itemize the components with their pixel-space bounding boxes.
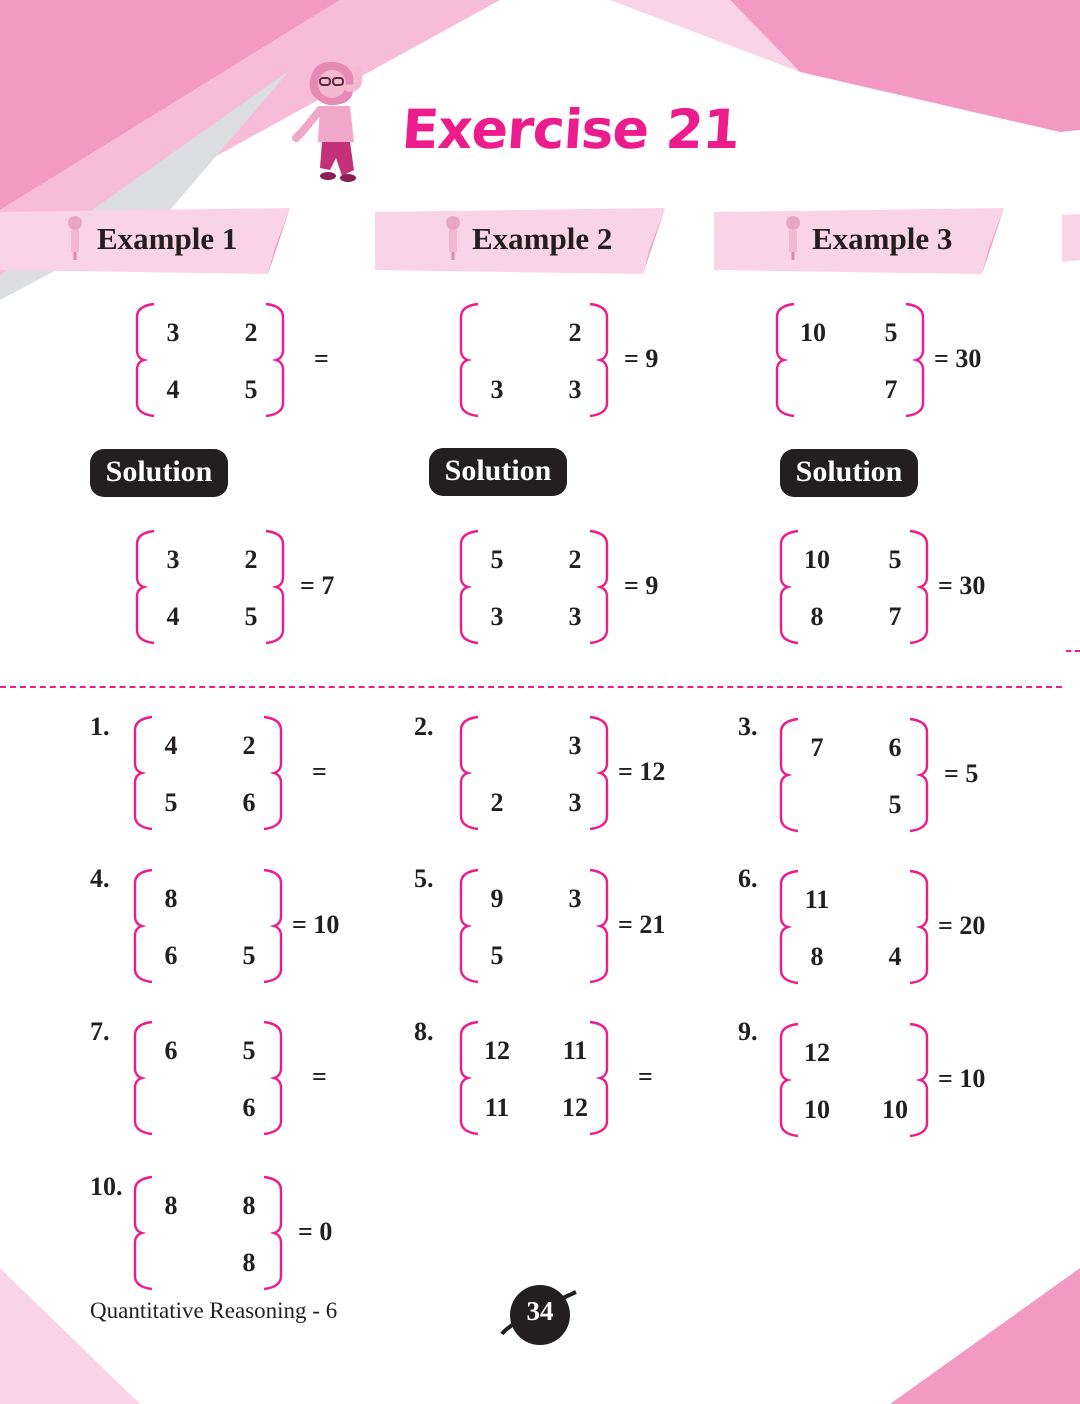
matrix-result: = 12 [618,757,666,786]
question-number: 6. [738,864,758,893]
matrix-cell: 10 [804,1095,830,1124]
bg-shape-bottom-left [0,1268,140,1404]
matrix-result: = 9 [624,344,659,373]
question-9-matrix [778,1021,1038,1139]
solution-label-1: Solution [90,449,228,497]
matrix-cell: 3 [568,788,582,817]
solution-label-3: Solution [780,449,918,497]
example-1-label: Example 1 [97,221,238,256]
footer-book-title: Quantitative Reasoning - 6 [90,1298,338,1323]
matrix-result: = 9 [624,571,659,600]
question-7-matrix [132,1019,392,1137]
example-2-solution-matrix [458,528,718,646]
matrix-cell: 5 [490,545,504,574]
pencil-girl-icon [62,214,88,260]
matrix-cell: 4 [166,602,180,631]
matrix-cell: 9 [490,884,504,913]
matrix-cell: 5 [242,941,256,970]
question-number: 4. [90,864,110,893]
question-number: 7. [90,1017,110,1046]
matrix-cell: 11 [804,885,830,914]
question-8-matrix [458,1019,718,1137]
question-number: 9. [738,1017,758,1046]
pencil-girl-icon [440,214,466,260]
section-divider [0,686,1062,688]
matrix-cell: 3 [568,731,582,760]
question-number: 3. [738,712,758,741]
matrix-cell: 3 [568,602,582,631]
matrix-cell: 6 [164,1036,178,1065]
matrix-cell: 2 [568,318,582,347]
matrix-cell: 5 [244,602,258,631]
matrix-cell: 11 [484,1093,510,1122]
matrix-cell: 10 [804,545,830,574]
matrix-cell: 12 [562,1093,588,1122]
matrix-cell: 10 [882,1095,908,1124]
example-2-label: Example 2 [472,221,613,256]
matrix-cell: 3 [166,545,180,574]
matrix-cell: 5 [888,790,902,819]
matrix-cell: 4 [166,375,180,404]
example-2-problem-matrix [458,301,718,419]
matrix-cell: 6 [242,1093,256,1122]
section-divider-edge [1066,650,1080,652]
example-3-solution-matrix [778,528,1038,646]
page-number: 34 [526,1296,554,1326]
matrix-cell: 7 [888,602,902,631]
page-title: Exercise 21 [399,98,742,161]
matrix-cell: 8 [164,1191,178,1220]
question-number: 2. [414,712,434,741]
matrix-cell: 4 [164,731,178,760]
matrix-cell: 5 [244,375,258,404]
matrix-cell: 5 [888,545,902,574]
question-6-matrix [778,868,1038,986]
example-2-banner [375,208,665,262]
matrix-cell: 8 [810,602,824,631]
matrix-result: = [638,1062,653,1091]
matrix-cell: 2 [244,545,258,574]
question-number: 8. [414,1017,434,1046]
matrix-cell: 8 [242,1191,256,1220]
matrix-cell: 6 [888,733,902,762]
question-number: 5. [414,864,434,893]
matrix-result: = [312,1062,327,1091]
matrix-result: = 10 [938,1064,986,1093]
pencil-girl-icon [780,214,806,260]
matrix-cell: 7 [810,733,824,762]
question-3-matrix [778,716,1038,834]
matrix-result: = 30 [938,571,986,600]
bg-shape-bottom-right [890,1268,1080,1404]
matrix-cell: 6 [242,788,256,817]
matrix-cell: 8 [242,1248,256,1277]
matrix-cell: 4 [888,942,902,971]
matrix-cell: 5 [242,1036,256,1065]
question-number: 1. [90,712,110,741]
matrix-result: = 10 [292,910,340,939]
matrix-cell: 2 [242,731,256,760]
matrix-result: = 20 [938,911,986,940]
matrix-result: = 30 [934,344,982,373]
matrix-cell: 5 [884,318,898,347]
example-3-banner [714,208,1004,262]
matrix-result: = 21 [618,910,666,939]
example-1-problem-matrix [134,301,394,419]
matrix-result: = [312,757,327,786]
example-3-problem-matrix [774,301,1034,419]
example-1-solution-matrix [134,528,394,646]
matrix-cell: 12 [804,1038,830,1067]
matrix-cell: 3 [490,602,504,631]
matrix-cell: 10 [800,318,826,347]
matrix-result: = 0 [298,1217,333,1246]
question-5-matrix [458,867,718,985]
matrix-result: = 5 [944,759,979,788]
question-10-matrix [132,1174,392,1292]
matrix-cell: 3 [490,375,504,404]
matrix-cell: 12 [484,1036,510,1065]
example-1-banner [0,208,290,262]
bg-shape-top-right [730,0,1080,132]
bg-shape-edge-tab [1062,214,1080,262]
matrix-cell: 3 [568,884,582,913]
question-1-matrix [132,714,392,832]
matrix-cell: 2 [568,545,582,574]
matrix-cell: 3 [166,318,180,347]
matrix-cell: 7 [884,375,898,404]
matrix-cell: 8 [164,884,178,913]
matrix-result: = 7 [300,571,335,600]
question-number: 10. [90,1172,123,1201]
page-number-badge [500,1282,580,1348]
solution-label-2: Solution [429,448,567,496]
matrix-cell: 5 [490,941,504,970]
question-2-matrix [458,714,718,832]
matrix-cell: 8 [810,942,824,971]
example-3-label: Example 3 [812,221,953,256]
matrix-cell: 2 [244,318,258,347]
matrix-cell: 2 [490,788,504,817]
matrix-cell: 6 [164,941,178,970]
matrix-cell: 5 [164,788,178,817]
matrix-cell: 3 [568,375,582,404]
question-4-matrix [132,867,392,985]
mascot-girl-icon [292,58,382,186]
matrix-result: = [314,344,329,373]
matrix-cell: 11 [562,1036,588,1065]
